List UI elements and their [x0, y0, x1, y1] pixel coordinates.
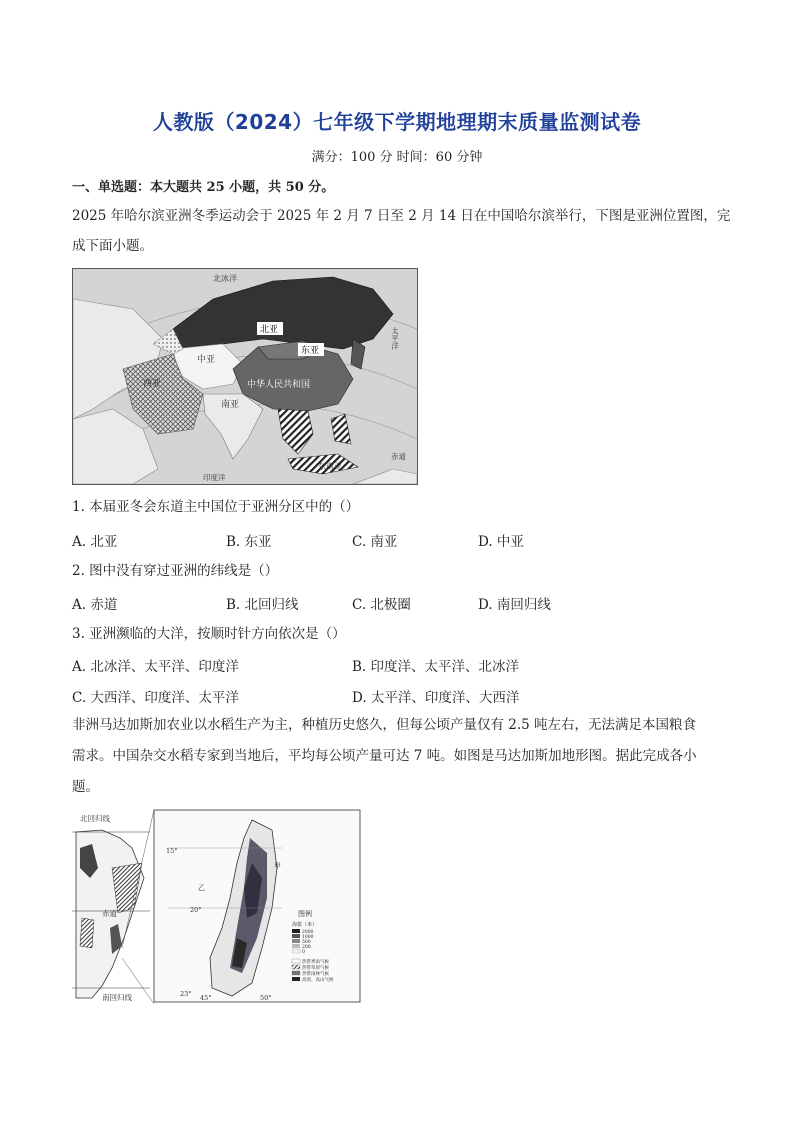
label-lon-45: 45°: [200, 994, 212, 1002]
question-3-stem: 3. 亚洲濒临的大洋，按顺时针方向依次是（）: [72, 626, 346, 642]
q2-option-c[interactable]: C. 北极圈: [352, 597, 411, 613]
label-south-asia: 南亚: [221, 400, 240, 410]
question-1-stem: 1. 本届亚冬会东道主中国位于亚洲分区中的（）: [72, 499, 360, 515]
q2-option-a[interactable]: A. 赤道: [72, 597, 118, 613]
label-yi: 乙: [198, 884, 205, 892]
legend-rainforest: 热带雨林气候: [302, 972, 329, 977]
question-2-stem: 2. 图中没有穿过亚洲的纬线是（）: [72, 563, 279, 579]
section-heading: 一、单选题：本大题共 25 小题，共 50 分。: [72, 180, 335, 195]
label-map2-equator: 赤道: [102, 909, 117, 918]
intro-paragraph-1-line-2: 成下面小题。: [72, 238, 153, 254]
label-jia: 甲: [274, 862, 281, 870]
legend-monsoon: 热带季雨气候: [302, 960, 329, 965]
legend-1000: 1000: [302, 935, 314, 940]
q2-option-d[interactable]: D. 南回归线: [478, 597, 551, 613]
label-pacific-ocean: 太平洋: [390, 327, 400, 350]
label-tropic-of-cancer: 北回归线: [80, 814, 110, 823]
legend-title: 图例: [298, 910, 312, 918]
intro-paragraph-2-line-1: 非洲马达加斯加农业以水稻生产为主，种植历史悠久，但每公顷产量仅有 2.5 吨左右，无法满足本国粮食: [72, 717, 697, 733]
q3-option-a[interactable]: A. 北冰洋、太平洋、印度洋: [72, 659, 239, 675]
label-lon-50: 50°: [260, 994, 272, 1002]
madagascar-map-graphic: [72, 808, 364, 1006]
legend-highland: 高原、高山气候: [302, 978, 334, 983]
legend-2000: 2000: [302, 930, 314, 935]
q1-option-b[interactable]: B. 东亚: [226, 534, 272, 550]
legend-500: 500: [302, 940, 311, 945]
label-central-asia: 中亚: [197, 355, 216, 365]
label-north-asia: 北亚: [260, 325, 279, 335]
legend-200: 200: [302, 945, 311, 950]
label-lat-23: 23°: [180, 990, 192, 998]
legend-0: 0: [302, 950, 305, 955]
label-east-asia: 东亚: [301, 346, 320, 356]
label-tropic-of-capricorn: 南回归线: [102, 993, 132, 1002]
label-indian-ocean: 印度洋: [203, 473, 226, 482]
intro-paragraph-2-line-2: 需求。中国杂交水稻专家到当地后，平均每公顷产量可达 7 吨。如图是马达加斯加地形图。据此完成各小: [72, 748, 697, 764]
q1-option-a[interactable]: A. 北亚: [72, 534, 118, 550]
q3-option-d[interactable]: D. 太平洋、印度洋、大西洋: [352, 690, 520, 706]
exam-subtitle: 满分：100 分 时间：60 分钟: [311, 150, 483, 165]
intro-paragraph-1-line-1: 2025 年哈尔滨亚洲冬季运动会于 2025 年 2 月 7 日至 2 月 14 日在中国哈尔滨举行，下图是亚洲位置图，完: [72, 208, 731, 224]
legend-elevation: 海拔（米）: [292, 922, 318, 928]
label-china: 中华人民共和国: [247, 380, 311, 390]
q3-option-b[interactable]: B. 印度洋、太平洋、北冰洋: [352, 659, 520, 675]
q2-option-b[interactable]: B. 北回归线: [226, 597, 299, 613]
madagascar-terrain-map: [72, 808, 364, 1006]
label-equator: 赤道: [391, 452, 406, 461]
label-arctic-ocean: 北冰洋: [213, 274, 237, 283]
q3-option-c[interactable]: C. 大西洋、印度洋、太平洋: [72, 690, 239, 706]
label-lat-15: 15°: [166, 847, 178, 855]
label-southeast-asia: 东南亚: [318, 462, 342, 471]
asia-map-graphic: [73, 269, 417, 484]
exam-title: 人教版（2024）七年级下学期地理期末质量监测试卷: [152, 110, 642, 134]
intro-paragraph-2-line-3: 题。: [72, 779, 99, 795]
label-lat-20: 20°: [190, 906, 202, 914]
asia-location-map: [72, 268, 418, 485]
q1-option-d[interactable]: D. 中亚: [478, 534, 524, 550]
label-west-asia: 西亚: [143, 379, 162, 389]
q1-option-c[interactable]: C. 南亚: [352, 534, 398, 550]
legend-savanna: 热带草原气候: [302, 966, 329, 971]
